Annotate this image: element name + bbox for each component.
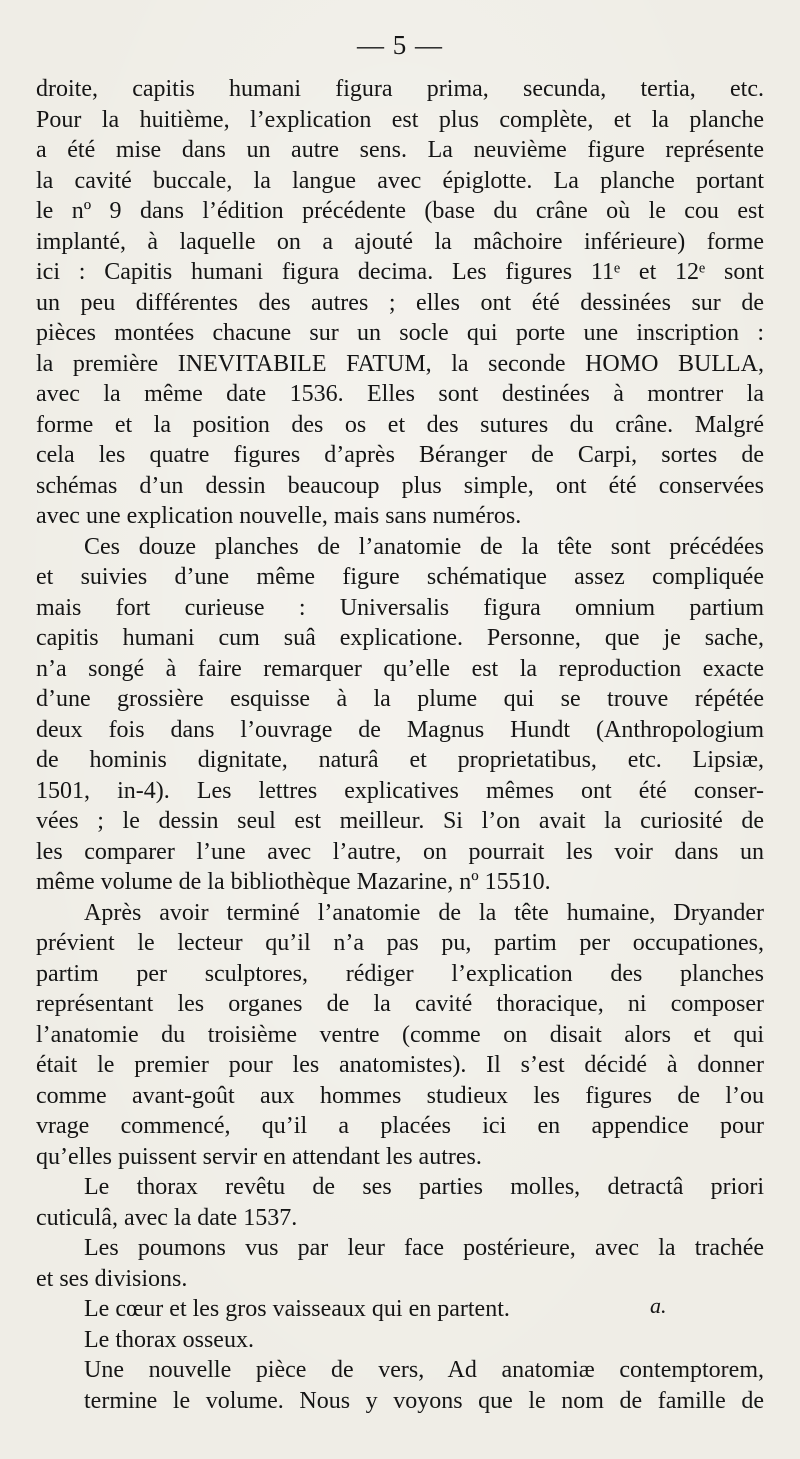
text-line: comme avant-goût aux hommes studieux les figures de l’ou [36,1082,764,1109]
text-line: d’une grossière esquisse à la plume qui se trouve répétée [36,686,764,712]
text-line: la cavité buccale, la langue avec épiglotte. La planche portant [36,167,764,194]
text-line: cuticulâ, avec la date 1537. [36,1204,298,1231]
text-line: vées ; le dessin seul est meilleur. Si l’on avait la curiosité de [36,808,764,834]
text-line: Le cœur et les gros vaisseaux qui en partent. [84,1296,510,1322]
text-line: pièces montées chacune sur un socle qui porte une inscription : [36,320,764,346]
text-line: n’a songé à faire remarquer qu’elle est la reproduction exacte [36,655,764,682]
text-line: capitis humani cum suâ explicatione. Personne, que je sache, [36,625,764,651]
catchword: a. [650,1293,667,1318]
text-line: les comparer l’une avec l’autre, on pourrait les voir dans un [36,838,764,865]
text-line: un peu différentes des autres ; elles ont été dessinées sur de [36,289,764,316]
text-line: vrage commencé, qu’il a placées ici en appendice pour [36,1113,764,1139]
text-line: mais fort curieuse : Universalis figura omnium partium [36,594,764,621]
text-line: et ses divisions. [36,1265,188,1292]
page-number: — 5 — [357,30,443,60]
text-line: et suivies d’une même figure schématique assez compliquée [36,564,764,590]
text-line: partim per sculptores, rédiger l’explication des planches [36,960,764,987]
text-line: Ces douze planches de l’anatomie de la tête sont précédées [84,533,764,560]
text-line: forme et la position des os et des sutures du crâne. Malgré [36,411,764,438]
text-line: représentant les organes de la cavité thoracique, ni composer [36,991,764,1017]
text-line: la première INEVITABILE FATUM, la seconde HOMO BULLA, [36,350,764,377]
text-line: droite, capitis humani figura prima, secunda, tertia, etc. [36,76,764,102]
text-line: termine le volume. Nous y voyons que le nom de famille de [84,1387,764,1414]
text-line: avec une explication nouvelle, mais sans numéros. [36,503,522,529]
text-line: Le thorax osseux. [84,1326,254,1353]
text-line: avec la même date 1536. Elles sont destinées à montrer la [36,381,764,407]
text-line: Une nouvelle pièce de vers, Ad anatomiæ contemptorem, [84,1357,764,1383]
text-line: deux fois dans l’ouvrage de Magnus Hundt (Anthropologium [36,716,764,743]
text-line: même volume de la bibliothèque Mazarine, nº 15510. [36,869,551,895]
text-line: le nº 9 dans l’édition précédente (base du crâne où le cou est [36,198,764,224]
text-line: l’anatomie du troisième ventre (comme on disait alors et qui [36,1021,764,1048]
text-line: a été mise dans un autre sens. La neuvième figure représente [36,137,764,163]
text-line: Les poumons vus par leur face postérieure, avec la trachée [84,1235,764,1261]
text-line: prévient le lecteur qu’il n’a pas pu, partim per occupationes, [36,930,764,956]
text-line: 1501, in-4). Les lettres explicatives mêmes ont été conser- [36,777,764,804]
text-line: implanté, à laquelle on a ajouté la mâchoire inférieure) forme [36,228,764,255]
text-line: Pour la huitième, l’explication est plus complète, et la planche [36,106,764,133]
text-line: de hominis dignitate, naturâ et proprietatibus, etc. Lipsiæ, [36,747,764,773]
text-line: cela les quatre figures d’après Béranger de Carpi, sortes de [36,442,764,468]
text-line: schémas d’un dessin beaucoup plus simple, ont été conservées [36,472,764,499]
text-line: qu’elles puissent servir en attendant les autres. [36,1143,482,1170]
text-line: Le thorax revêtu de ses parties molles, detractâ priori [84,1174,764,1200]
text-line: Après avoir terminé l’anatomie de la tête humaine, Dryander [84,899,764,926]
body-text [36,74,764,1416]
text-line: était le premier pour les anatomistes). Il s’est décidé à donner [36,1052,764,1078]
text-line: ici : Capitis humani figura decima. Les figures 11ᵉ et 12ᵉ sont [36,259,764,285]
